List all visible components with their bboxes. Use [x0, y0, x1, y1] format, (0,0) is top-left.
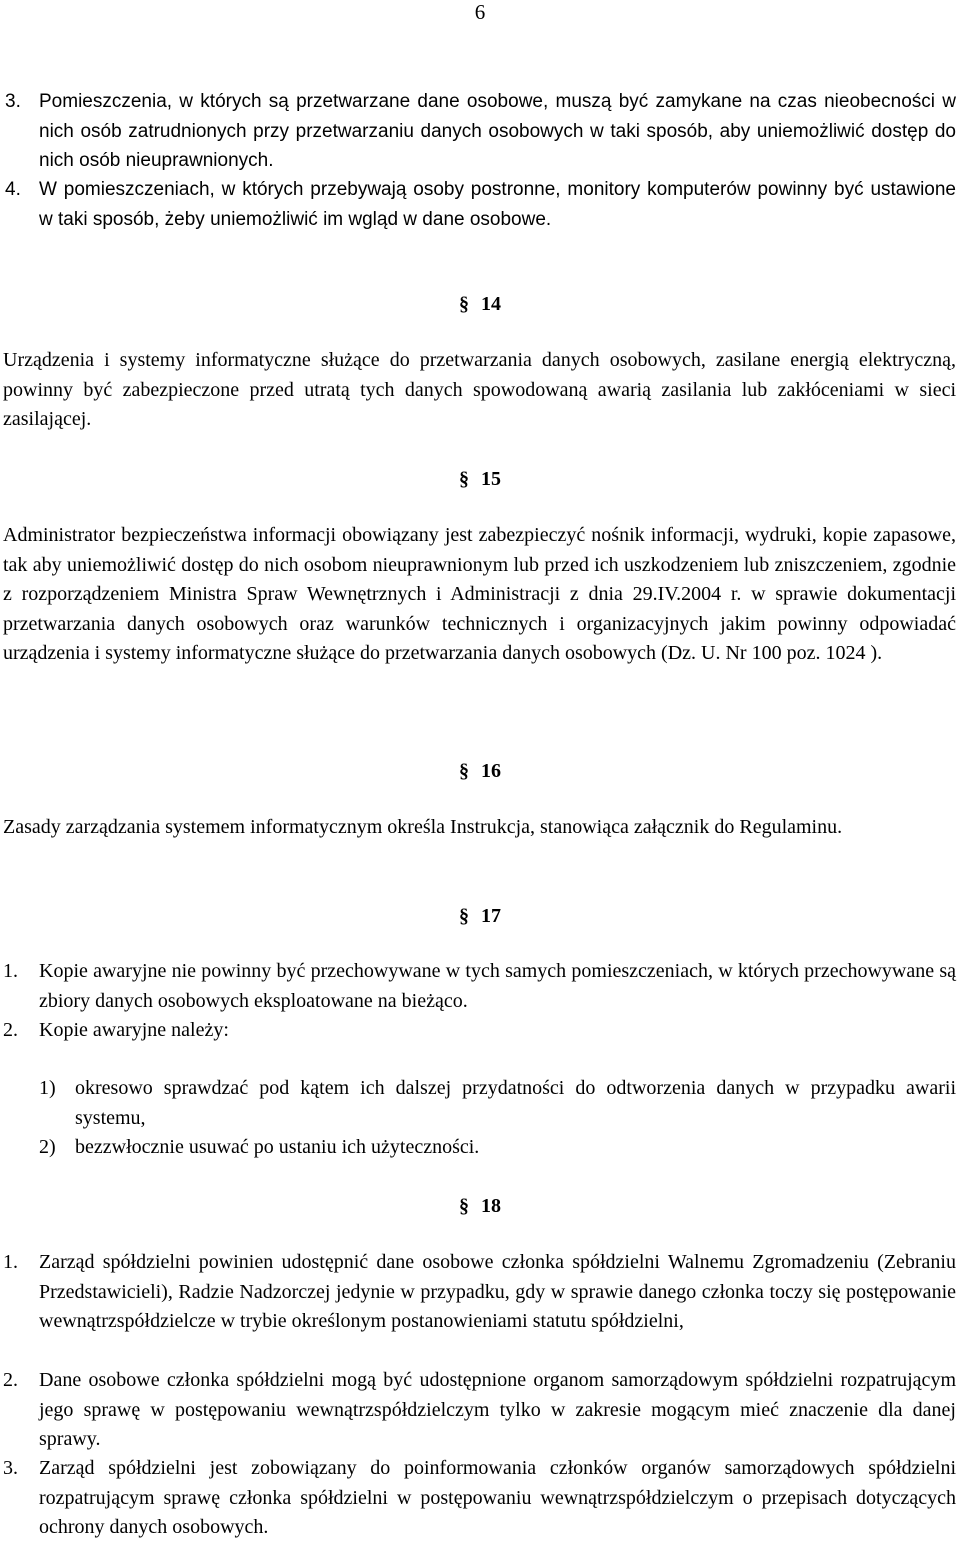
- section-sign: §: [459, 905, 469, 927]
- section-sign: §: [459, 1195, 469, 1217]
- paragraph-s17-item-2: Kopie awaryjne należy:: [39, 1019, 229, 1041]
- section-sign: §: [459, 468, 469, 490]
- section-heading-16: [0, 757, 960, 785]
- section-sign: §: [459, 760, 469, 782]
- paragraph-s17-sub-1: okresowo sprawdzać pod kątem ich dalszej przydatności do odtworzenia danych w przypadku awarii systemu,: [75, 1077, 956, 1129]
- item-number: 1.: [3, 1251, 18, 1273]
- section-heading-14: [0, 290, 960, 318]
- section-number: 14: [481, 293, 501, 315]
- item-number: 4.: [5, 179, 21, 200]
- item-number: 3.: [3, 1457, 18, 1479]
- item-number: 3.: [5, 91, 21, 112]
- paragraph-section-14: Urządzenia i systemy informatyczne służące do przetwarzania danych osobowych, zasilane energią elektryczną, powinny być zabezpieczone przed utratą tych danych spowodowaną awarią zasilania lub zakłóceniami w sieci zasilającej.: [3, 349, 956, 430]
- section-number: 15: [481, 468, 501, 490]
- paragraph-s18-item-2: Dane osobowe członka spółdzielni mogą być udostępnione organom samorządowym spółdzielni rozpatrującym jego sprawę w postępowaniu wewnątrzspółdzielczym tylko w zakresie mogącym mieć znaczenie dla danej sprawy.: [39, 1369, 956, 1450]
- item-number: 2.: [3, 1369, 18, 1391]
- paragraph-s18-item-3: Zarząd spółdzielni jest zobowiązany do poinformowania członków organów samorządowych spółdzielni rozpatrującym sprawę członka spółdzielni w postępowaniu wewnątrzspółdzielczym o przepisach dotyczących ochrony danych osobowych.: [39, 1457, 956, 1538]
- paragraph-section-15: Administrator bezpieczeństwa informacji obowiązany jest zabezpieczyć nośnik informacji, wydruki, kopie zapasowe, tak aby uniemożliwić dostęp do nich osobom nieuprawnionym lub przed ich uszkodzeniem lub zniszczeniem, zgodnie z rozporządzeniem Ministra Spraw Wewnętrznych i Administracji z dnia 29.IV.2004 r. w sprawie dokumentacji przetwarzania danych osobowych oraz warunków technicznych i organizacyjnych jakim powinny odpowiadać urządzenia i systemy informatyczne służące do przetwarzania danych osobowych (Dz. U. Nr 100 poz. 1024 ).: [3, 524, 956, 664]
- item-number: 1.: [3, 960, 18, 982]
- section-sign: §: [459, 293, 469, 315]
- paragraph-section-16: Zasady zarządzania systemem informatycznym określa Instrukcja, stanowiąca załącznik do Regulaminu.: [3, 816, 843, 838]
- page-number: 6: [474, 0, 486, 24]
- item-number: 2.: [3, 1019, 18, 1041]
- item-number: 1): [39, 1077, 56, 1099]
- section-number: 18: [481, 1195, 501, 1217]
- paragraph-item-4: W pomieszczeniach, w których przebywają osoby postronne, monitory komputerów powinny być ustawione w taki sposób, żeby uniemożliwić im wgląd w dane osobowe.: [39, 179, 956, 230]
- section-heading-18: [0, 1192, 960, 1220]
- paragraph-item-3: Pomieszczenia, w których są przetwarzane dane osobowe, muszą być zamykane na czas nieobecności w nich osób zatrudnionych przy przetwarzaniu danych osobowych w taki sposób, aby uniemożliwić dostęp do nich osób nieuprawnionych.: [39, 91, 956, 171]
- paragraph-s17-item-1: Kopie awaryjne nie powinny być przechowywane w tych samych pomieszczeniach, w których przechowywane są zbiory danych osobowych eksploatowane na bieżąco.: [39, 960, 956, 1012]
- section-number: 17: [481, 905, 501, 927]
- section-number: 16: [481, 760, 501, 782]
- section-heading-17: [0, 902, 960, 930]
- section-heading-15: [0, 465, 960, 493]
- item-number: 2): [39, 1136, 56, 1158]
- paragraph-s18-item-1: Zarząd spółdzielni powinien udostępnić dane osobowe członka spółdzielni Walnemu Zgromadzeniu (Zebraniu Przedstawicieli), Radzie Nadzorczej jedynie w przypadku, gdy w sprawie danego członka toczy się postępowanie wewnątrzspółdzielcze w trybie określonym postanowieniami statutu spółdzielni,: [39, 1251, 956, 1332]
- paragraph-s17-sub-2: bezzwłocznie usuwać po ustaniu ich użyteczności.: [75, 1136, 480, 1158]
